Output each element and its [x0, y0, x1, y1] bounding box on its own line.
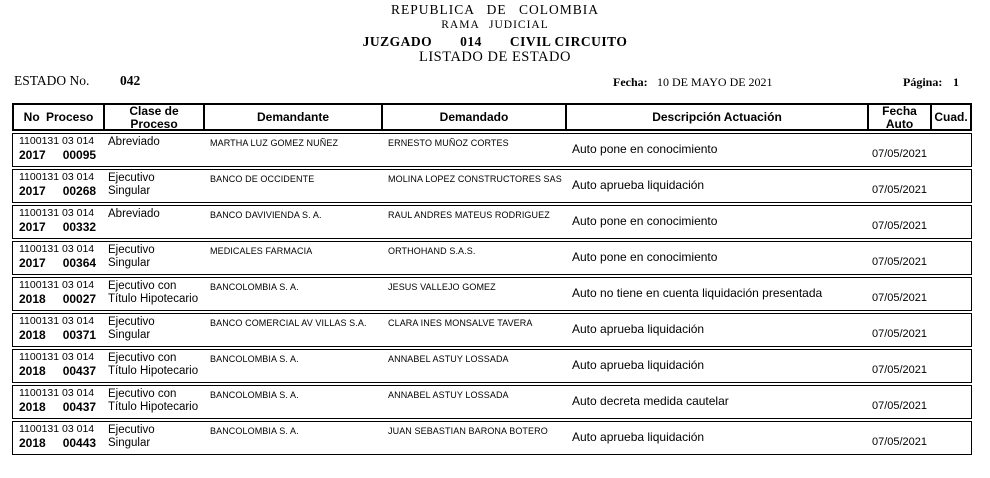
cell-descripcion-actuacion: Auto aprueba liquidación — [572, 358, 705, 372]
proceso-year-number — [19, 148, 104, 163]
cell-demandante: BANCO DAVIVIENDA S. A. — [210, 210, 322, 220]
cell-descripcion-actuacion: Auto decreta medida cautelar — [572, 394, 729, 408]
column-header-demandante: Demandante — [205, 105, 383, 130]
cell-no-proceso — [13, 314, 104, 346]
proceso-year-number — [19, 184, 104, 199]
proceso-year-number — [19, 292, 104, 307]
cell-descripcion-actuacion: Auto pone en conocimiento — [572, 214, 718, 228]
estado-label: ESTADO No. — [14, 73, 90, 88]
cell-cuad — [931, 170, 971, 202]
cell-cuad — [931, 206, 971, 238]
proceso-code: 1100131 03 014 — [19, 423, 95, 435]
cell-demandado: JESUS VALLEJO GOMEZ — [388, 282, 496, 292]
court-type: CIVIL CIRCUITO — [509, 34, 628, 49]
cell-demandante: MARTHA LUZ GOMEZ NUÑEZ — [210, 138, 339, 148]
proceso-year: 2018 — [19, 292, 46, 307]
column-header-demandado: Demandado — [383, 105, 567, 130]
fecha-auto-line2: Auto — [885, 116, 914, 131]
cell-cuad — [931, 386, 971, 418]
proceso-number: 00437 — [62, 364, 97, 379]
cell-demandante: BANCO DE OCCIDENTE — [210, 174, 315, 184]
proceso-code: 1100131 03 014 — [19, 279, 95, 291]
fecha-label: Fecha: — [613, 75, 648, 89]
cell-fecha-auto: 07/05/2021 — [871, 184, 928, 196]
cell-clase-proceso: Ejecutivo Singular — [108, 244, 155, 270]
court-label: JUZGADO — [362, 34, 433, 49]
cell-cuad — [931, 242, 971, 274]
table-row — [12, 349, 972, 383]
column-header-fecha-auto — [869, 105, 932, 130]
proceso-year: 2017 — [19, 220, 46, 235]
cell-cuad — [931, 350, 971, 382]
proceso-year: 2017 — [19, 148, 46, 163]
cell-demandado: ORTHOHAND S.A.S. — [388, 246, 476, 256]
cell-demandante: BANCO COMERCIAL AV VILLAS S.A. — [210, 318, 367, 328]
cell-fecha-auto: 07/05/2021 — [871, 400, 928, 412]
cell-cuad — [931, 278, 971, 310]
cell-no-proceso — [13, 134, 104, 166]
cell-demandado: RAUL ANDRES MATEUS RODRIGUEZ — [388, 210, 550, 220]
document-title: LISTADO DE ESTADO — [419, 49, 571, 65]
cell-demandado: CLARA INES MONSALVE TAVERA — [388, 318, 533, 328]
cell-clase-proceso: Ejecutivo Singular — [108, 424, 155, 450]
table-row — [12, 421, 972, 455]
table-row — [12, 133, 972, 167]
column-header-no-proceso: No Proceso — [14, 105, 105, 130]
column-header-cuad: Cuad. — [934, 110, 968, 125]
cell-cuad — [931, 422, 971, 454]
cell-demandado: ERNESTO MUÑOZ CORTES — [388, 138, 509, 148]
table-row — [12, 277, 972, 311]
proceso-code: 1100131 03 014 — [19, 351, 95, 363]
pagina-value: 1 — [953, 75, 959, 89]
table-row — [12, 205, 972, 239]
proceso-number: 00027 — [62, 292, 97, 307]
fecha-auto-line1: Fecha — [882, 104, 917, 118]
estado-table — [12, 103, 972, 455]
cell-cuad — [931, 134, 971, 166]
table-row — [12, 313, 972, 347]
cell-no-proceso — [13, 170, 104, 202]
cell-clase-proceso: Ejecutivo Singular — [108, 172, 155, 198]
cell-demandado: JUAN SEBASTIAN BARONA BOTERO — [388, 426, 548, 436]
proceso-year-number — [19, 400, 104, 415]
proceso-year-number — [19, 328, 104, 343]
proceso-number: 00437 — [62, 400, 97, 415]
branch-title: RAMA JUDICIAL — [441, 19, 549, 31]
fecha-value: 10 DE MAYO DE 2021 — [657, 75, 773, 89]
proceso-code: 1100131 03 014 — [19, 315, 95, 327]
proceso-number: 00371 — [62, 328, 97, 343]
cell-no-proceso — [13, 422, 104, 454]
proceso-number: 00443 — [62, 436, 97, 451]
proceso-year: 2018 — [19, 364, 46, 379]
cell-descripcion-actuacion: Auto aprueba liquidación — [572, 430, 705, 444]
cell-cuad — [931, 314, 971, 346]
cell-descripcion-actuacion: Auto no tiene en cuenta liquidación presentada — [572, 286, 823, 300]
cell-fecha-auto: 07/05/2021 — [871, 436, 928, 448]
cell-fecha-auto: 07/05/2021 — [871, 364, 928, 376]
cell-demandante: BANCOLOMBIA S. A. — [210, 282, 299, 292]
cell-descripcion-actuacion: Auto pone en conocimiento — [572, 250, 718, 264]
proceso-number: 00268 — [62, 184, 97, 199]
cell-fecha-auto: 07/05/2021 — [871, 328, 928, 340]
cell-descripcion-actuacion: Auto aprueba liquidación — [572, 322, 705, 336]
proceso-code: 1100131 03 014 — [19, 387, 95, 399]
cell-clase-proceso: Ejecutivo con Título Hipotecario — [108, 352, 199, 378]
cell-no-proceso — [13, 242, 104, 274]
proceso-year-number — [19, 256, 104, 271]
proceso-year-number — [19, 364, 104, 379]
cell-clase-proceso: Abreviado — [108, 208, 160, 220]
cell-descripcion-actuacion: Auto pone en conocimiento — [572, 142, 718, 156]
column-header-clase: Clase de Proceso — [105, 105, 205, 130]
cell-demandante: BANCOLOMBIA S. A. — [210, 354, 299, 364]
proceso-year-number — [19, 220, 104, 235]
cell-demandante: MEDICALES FARMACIA — [210, 246, 313, 256]
proceso-year-number — [19, 436, 104, 451]
cell-demandante: BANCOLOMBIA S. A. — [210, 390, 299, 400]
meta-line — [0, 0, 990, 100]
cell-fecha-auto: 07/05/2021 — [871, 292, 928, 304]
cell-clase-proceso: Abreviado — [108, 136, 160, 148]
cell-no-proceso — [13, 350, 104, 382]
proceso-code: 1100131 03 014 — [19, 207, 95, 219]
republic-title: REPUBLICA DE COLOMBIA — [390, 2, 599, 17]
proceso-year: 2017 — [19, 184, 46, 199]
proceso-number: 00332 — [62, 220, 97, 235]
cell-demandante: BANCOLOMBIA S. A. — [210, 426, 299, 436]
cell-fecha-auto: 07/05/2021 — [871, 148, 928, 160]
table-body — [12, 133, 972, 455]
estado-number: 042 — [120, 73, 141, 88]
cell-demandado: ANNABEL ASTUY LOSSADA — [388, 390, 509, 400]
cell-clase-proceso: Ejecutivo con Título Hipotecario — [108, 388, 199, 414]
court-number: 014 — [460, 34, 482, 49]
column-header-descripcion: Descripción Actuación — [567, 105, 869, 130]
cell-descripcion-actuacion: Auto aprueba liquidación — [572, 178, 705, 192]
cell-demandado: MOLINA LOPEZ CONSTRUCTORES SAS — [388, 174, 562, 184]
proceso-code: 1100131 03 014 — [19, 171, 95, 183]
proceso-year: 2018 — [19, 328, 46, 343]
proceso-code: 1100131 03 014 — [19, 135, 95, 147]
pagina-label: Página: — [903, 75, 943, 89]
table-row — [12, 241, 972, 275]
table-header-row — [12, 103, 972, 131]
proceso-year: 2018 — [19, 400, 46, 415]
proceso-code: 1100131 03 014 — [19, 243, 95, 255]
table-row — [12, 169, 972, 203]
cell-fecha-auto: 07/05/2021 — [871, 220, 928, 232]
cell-no-proceso — [13, 386, 104, 418]
table-row — [12, 385, 972, 419]
cell-no-proceso — [13, 278, 104, 310]
proceso-number: 00364 — [62, 256, 97, 271]
cell-no-proceso — [13, 206, 104, 238]
cell-clase-proceso: Ejecutivo con Título Hipotecario — [108, 280, 199, 306]
proceso-year: 2018 — [19, 436, 46, 451]
cell-fecha-auto: 07/05/2021 — [871, 256, 928, 268]
proceso-year: 2017 — [19, 256, 46, 271]
cell-demandado: ANNABEL ASTUY LOSSADA — [388, 354, 509, 364]
proceso-number: 00095 — [62, 148, 97, 163]
cell-clase-proceso: Ejecutivo Singular — [108, 316, 155, 342]
